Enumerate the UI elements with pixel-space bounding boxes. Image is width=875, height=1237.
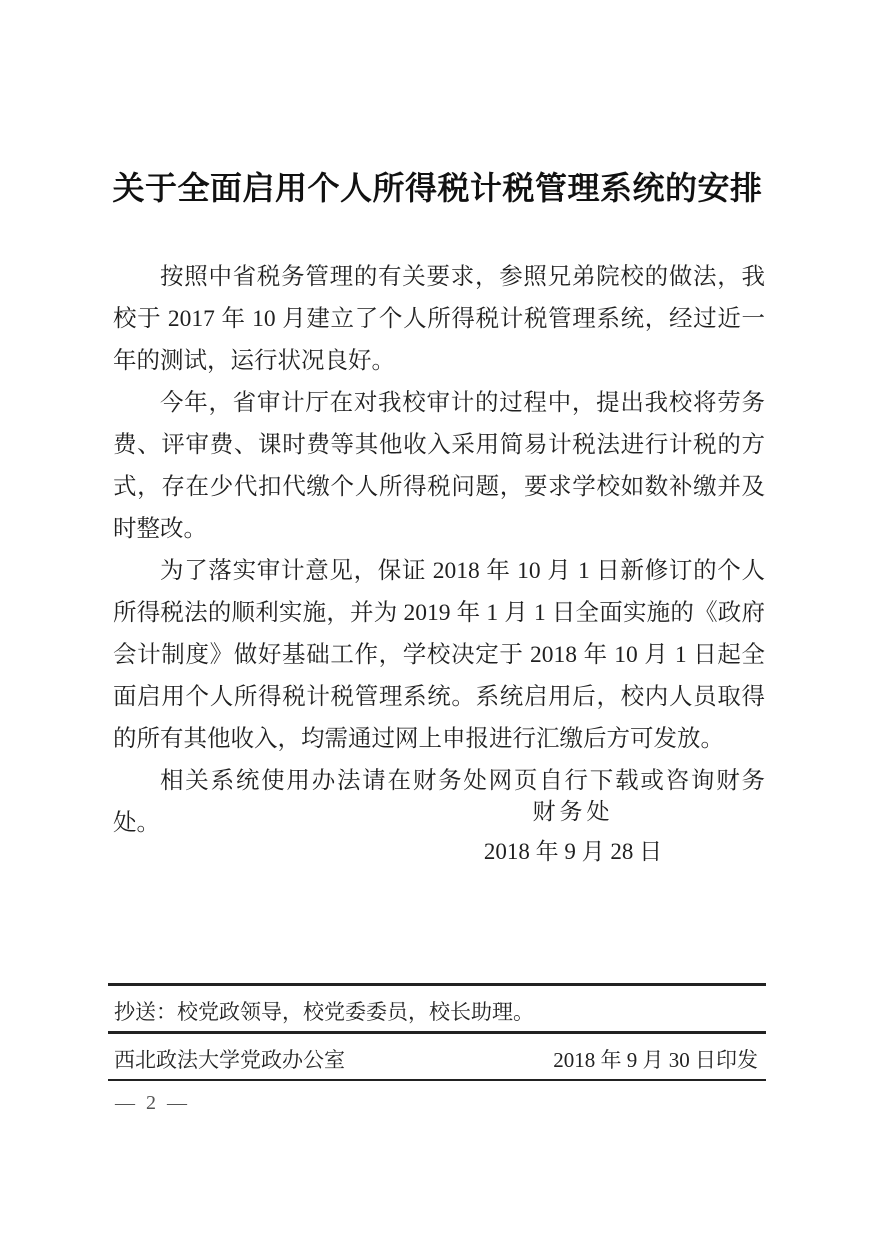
signature-department: 财务处 (532, 799, 614, 824)
signature-date: 2018 年 9 月 28 日 (483, 839, 663, 864)
document-title: 关于全面启用个人所得税计税管理系统的安排 (112, 170, 763, 206)
page-number: — 2 — (115, 1092, 190, 1114)
issuer-row (114, 1044, 758, 1076)
separator-rule-bottom (108, 1079, 766, 1081)
separator-rule-middle (108, 1031, 766, 1034)
signature-block (448, 797, 698, 867)
issuer-name: 西北政法大学党政办公室 (114, 1048, 345, 1072)
paragraph-1: 按照中省税务管理的有关要求，参照兄弟院校的做法，我校于 2017 年 10 月建立了个人所得税计税管理系统，经过近一年的测试，运行状况良好。 (113, 264, 765, 374)
paragraph-4: 相关系统使用办法请在财务处网页自行下载或咨询财务处。 (113, 768, 765, 836)
separator-rule-top (108, 983, 766, 986)
document-body (113, 256, 765, 844)
paragraph-2: 今年，省审计厅在对我校审计的过程中，提出我校将劳务费、评审费、课时费等其他收入采用简易计税法进行计税的方式，存在少代扣代缴个人所得税问题，要求学校如数补缴并及时整改。 (113, 390, 765, 542)
cc-line: 抄送：校党政领导，校党委委员，校长助理。 (114, 1000, 534, 1024)
print-date: 2018 年 9 月 30 日印发 (553, 1048, 758, 1072)
paragraph-3: 为了落实审计意见，保证 2018 年 10 月 1 日新修订的个人所得税法的顺利实施，并为 2019 年 1 月 1 日全面实施的《政府会计制度》做好基础工作，学校决定于 2018 年 10 月 1 日起全面启用个人所得税计税管理系统。系统启用后，校内人员取得的所有其他收入，均需通过网上申报进行汇缴后方可发放。 (113, 558, 765, 752)
